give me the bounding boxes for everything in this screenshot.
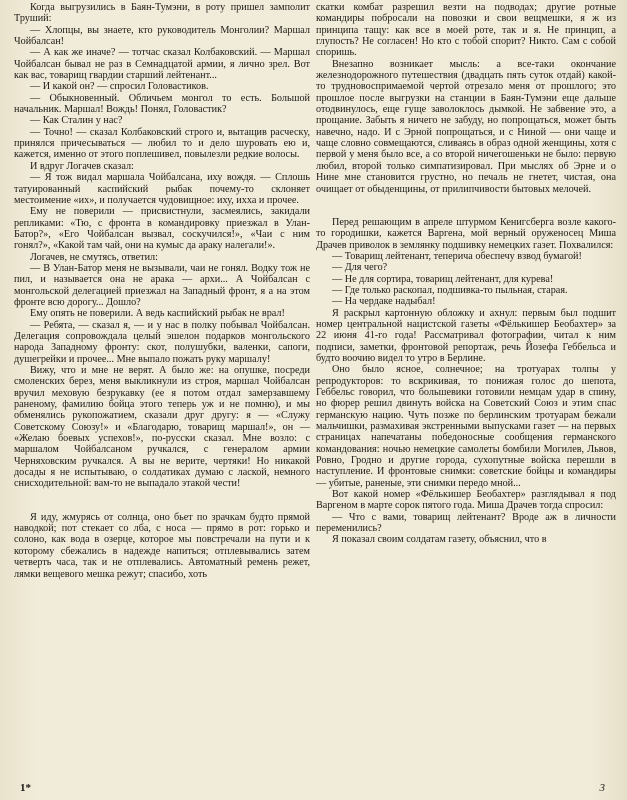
page-number: 3 xyxy=(599,782,605,794)
paragraph: Я иду, жмурясь от солнца, оно бьет по зрачкам будто прямой наводкой; пот стекает со лба, с носа — прямо в рот: горько и солоно, как вода в озерце, которое мы повстречали на пути и к которому сбежались в надежде напиться; отплевывались затем четверть часа, так и не отплевались. Автоматный ремень режет, лямки вещевого мешка режут; спасибо, хоть xyxy=(14,511,310,580)
paragraph: Логачев, не смутясь, ответил: xyxy=(30,251,158,263)
paragraph: — На чердаке надыбал! xyxy=(332,296,436,308)
section-break xyxy=(14,490,310,512)
paragraph: — Не для сортира, товарищ лейтенант, для курева! xyxy=(332,273,554,285)
paragraph: — Я тож видал маршала Чойбалсана, иху вождя. — Сплошь татуированный каспийский рыбак почему-то склоняет местоимение «их», и получается чудовищное: иху, ихха и прочее. xyxy=(14,172,310,206)
paragraph: — Для чего? xyxy=(332,262,388,274)
paragraph: — Товарищ лейтенант, теперича обеспечу взвод бумагой! xyxy=(332,250,582,262)
paragraph: — Ребята, — сказал я, — и у нас в полку побывал Чойбалсан. Делегация сопровождала целый эшелон подарков монгольского народа Западному фронту: скот, полушубки, валенки, сапоги, душегрейки и прочее... Мне выпало пожать руку маршалу! xyxy=(14,319,310,365)
paragraph: — Обыкновенный. Обличьем монгол то есть. Большой начальник. Маршал! Вождь! Понял, Головастик? xyxy=(14,92,310,116)
section-break xyxy=(316,195,616,217)
paragraph: Ему не поверили — присвистнули, засмеялись, закидали репликами: «Тю, с фронта в командировку приезжал в Улан-Батор?», «Его Чойбалсан вызвал, соскучился!», «Чаи с ним гонял?», «Какой там чай, они на кумыс да араку налегали!». xyxy=(14,206,310,252)
paragraph: — Где только раскопал, подшивка-то пыльная, старая. xyxy=(332,284,568,296)
paragraph: Внезапно возникает мысль: а все-таки окончание железнодорожного путешествия (двадцать пять суток отдай) какой-то трудновоспримаемой чертой отрезало меня от прошлого; это прошлое после выгрузки на станции в Баян-Тумэни еще дальше отодвинулось, еще гуще заволоклось дымкой. Не забвение это, а прощание. Забыть я ничего не забуду, но попрощаться, может быть навечно, надо. И с Эрной попрощаться, и с Ниной — они чаще и чаще словно совмещаются, сливаясь в образ одной женщины, хотя с первой у меня было все, а со второй ничегошеньки не было: первую любил, второй только симпатизировал. При мыслях об Эрне и о Нине мне становится грустно, но печаль не гнетет, чистая, она очищает от обыденщины, от прилипчивости бытовых мелочей. xyxy=(316,58,616,195)
paragraph: Когда выгрузились в Баян-Тумэни, в роту пришел замполит Труший: xyxy=(14,2,310,25)
paragraph: — А как же иначе? — тотчас сказал Колбаковский. — Маршал Чойбалсан бывал не раз в Семнадцатой армии, я лично зрел. Вот как вас, товарищ гвардии старший лейтенант... xyxy=(14,47,310,82)
paragraph: Вот какой номер «Фёлькишер Беобахтер» разглядывал я под Варгеном в марте сорок пятого года. Миша Драчев тогда спросил: xyxy=(316,489,616,512)
paragraph: — И какой он? — спросил Головастиков. xyxy=(30,81,209,93)
right-text-column xyxy=(316,2,616,546)
signature-mark: 1* xyxy=(20,782,31,794)
paragraph: Перед решающим в апреле штурмом Кенигсберга возле какого-то городишки, кажется Варгена, мой верный оруженосец Миша Драчев приволок в землянку подшивку немецких газет. Похвалился: xyxy=(316,216,616,251)
paragraph: — В Улан-Батор меня не вызывали, чаи не гонял. Водку тож не пил, и называется она не арака — архи... А Чойбалсан с монгольской делегацией приезжал на Западный фронт, я а на этом фронте всю дорогу... Дошло? xyxy=(14,262,310,308)
paragraph: И вдруг Логачев сказал: xyxy=(30,160,134,172)
paragraph: скатки комбат разрешил везти на подводах; другие ротные командиры побросали на повозки и свои вещмешки, я ж из принципа тащу: как все в моей роте, так и я. Не принцип, а глупость? Не согласен! Но кто с тобой спорит? Никто. Сам с собой споришь. xyxy=(316,2,616,59)
paragraph: Оно было ясное, солнечное; на тротуарах толпы у репродукторов: то вскрикивая, то понижая голос до шепота, Геббельс говорил, что большевики готовили немцам удар в спину, но фюрер решил двинуть войска на Советский Союз и этим спас германскую нацию. Чуть позже по берлинским тротуарам бежали мальчишки, размахивая экстренными выпусками газет — на первых страницах напечатаны победоносные сообщения германского командования: ночью немецкие самолеты бомбили Могилев, Львов, Ровно, Гродно и другие города, сухопутные войска перешли в наступление. И фронтовые снимки: советские бойцы и командиры — убитые, раненые, эти снимки передо мной... xyxy=(316,364,616,489)
paragraph: Я раскрыл картонную обложку и ахнул: первым был подшит номер центральной нацистской газеты «Фёлькишер Беобахтер» за 22 июня 41-го года! Рассматривал фотографии, читал к ним подписи, заметки, фронтовой репортаж, речь Йозефа Геббельса и будто воочию видел то утро в Берлине. xyxy=(316,307,616,364)
paragraph: Ему опять не поверили. А ведь каспийский рыбак не врал! xyxy=(30,308,285,320)
paragraph: — Как Сталин у нас? xyxy=(30,115,123,127)
paragraph: — Хлопцы, вы знаете, кто руководитель Монголии? Маршал Чойбалсан! xyxy=(14,24,310,48)
paragraph: Я показал своим солдатам газету, объяснил, что в xyxy=(332,534,547,546)
paragraph: Вижу, что и мне не верят. А было же: на опушке, посреди смоленских берез, меня выкликнули из строя, маршал Чойбалсан вручил меховую безрукавку (ее я потом отдал замерзавшему раненому, фамилию бойца этого теперь уж и не помню), и мы обменялись рукопожатием, сказали друг другу: я — «Служу Советскому Союзу!» и «Благодарю, товарищ маршал!», он — «Желаю боевых успехов!», по-русски сказал. Мне возло: с маршалом Чойбалсаном ручкался, с генералом армии Черняховским ручкался. А вы не верите, чертяки! Но никакой досады я не испытываю, о солдатиках думаю с лаской, немного снисходительной: вам-то не выпадало этакой чести! xyxy=(14,365,310,490)
paragraph: — Что с вами, товарищ лейтенант? Вроде аж в личности переменились? xyxy=(316,511,616,535)
left-text-column xyxy=(14,2,310,580)
paragraph: — Точно! — сказал Колбаковский строго и, вытащив расческу, принялся причесываться — любил то и дело шуровать ею и, кажется, именно от этого поплешивел, повылезли редкие волосы. xyxy=(14,126,310,161)
